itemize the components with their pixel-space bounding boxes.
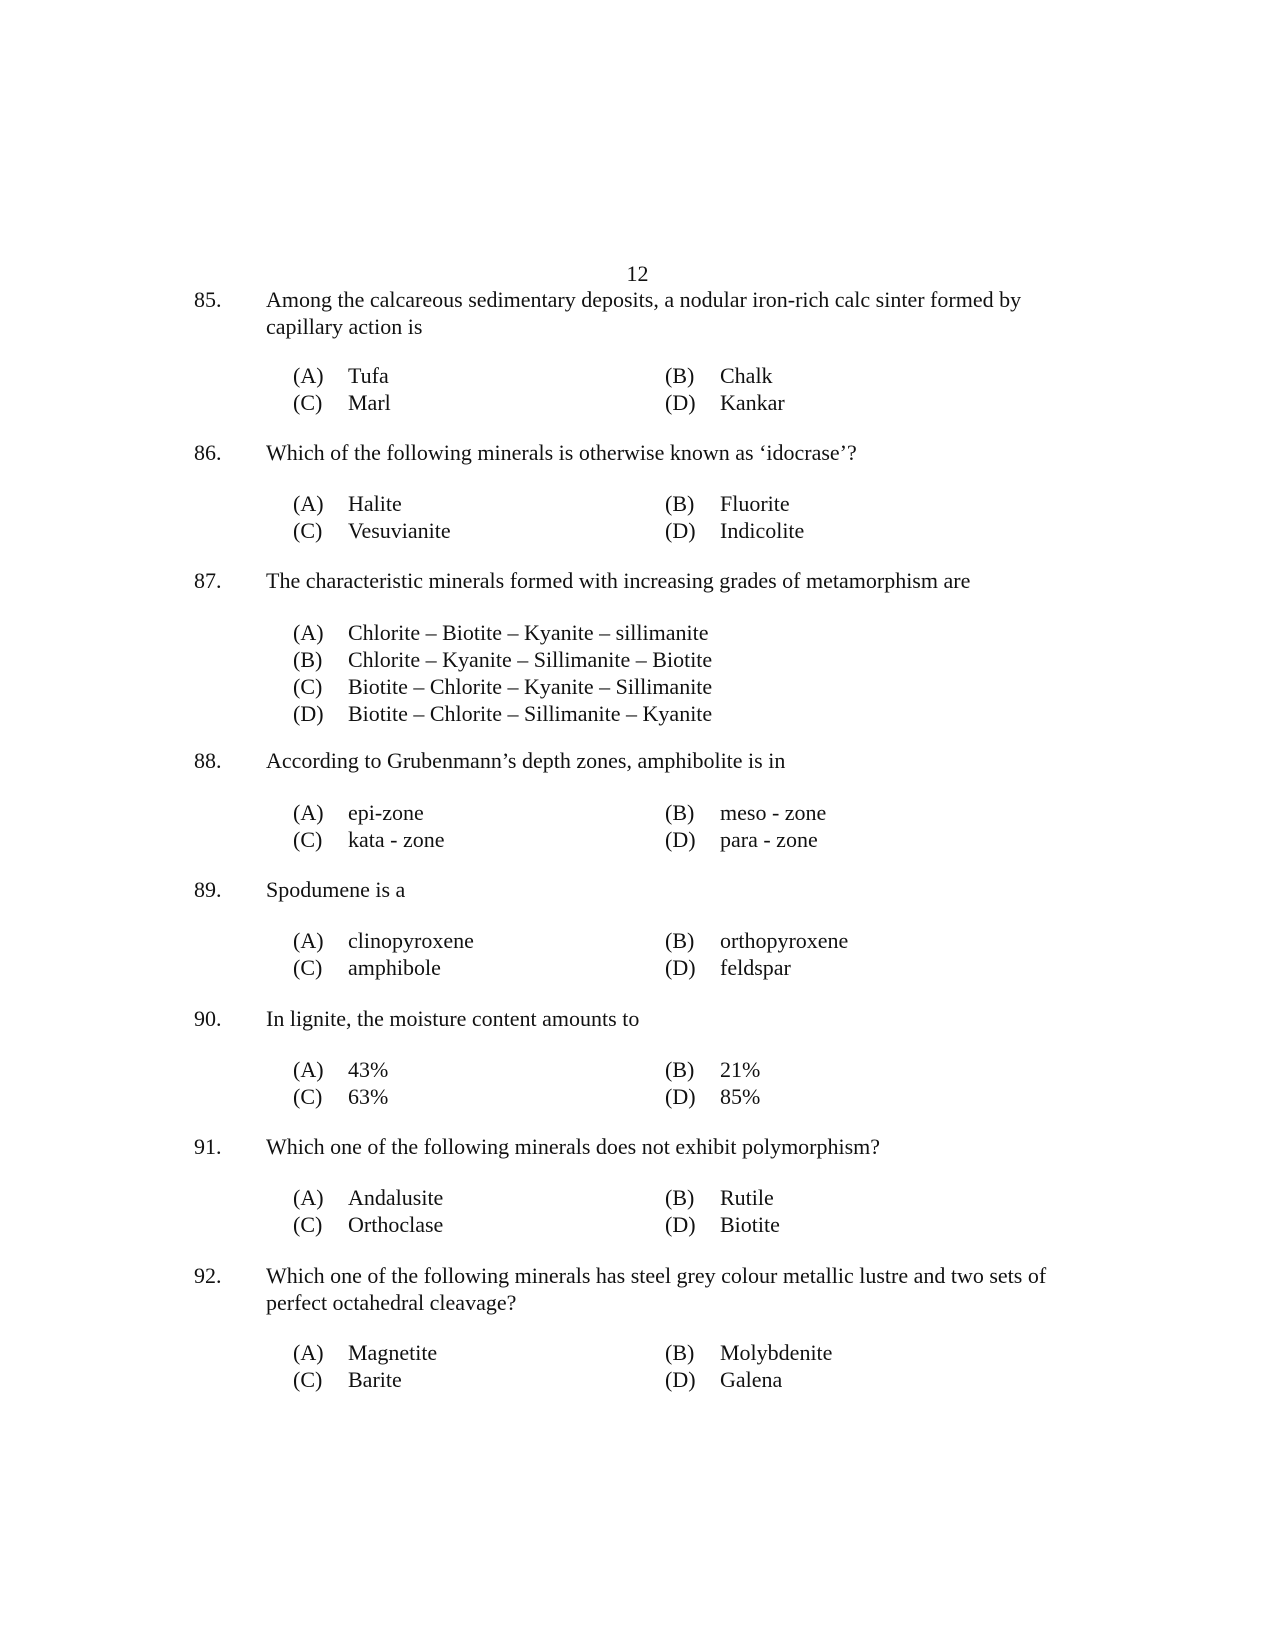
option-text: Rutile <box>720 1185 774 1210</box>
option-a <box>293 799 424 826</box>
option-b <box>665 927 848 954</box>
option-text: 43% <box>348 1057 389 1082</box>
option-c <box>293 517 451 544</box>
option-c <box>293 826 445 853</box>
option-label: (A) <box>293 620 324 645</box>
option-label: (D) <box>665 518 696 543</box>
option-label: (B) <box>665 1185 695 1210</box>
option-text: Barite <box>348 1367 402 1392</box>
question-text: Which one of the following minerals does not exhibit polymorphism? <box>266 1134 881 1159</box>
option-label: (B) <box>665 800 695 825</box>
option-c <box>293 1366 402 1393</box>
option-d <box>665 517 804 544</box>
option-row <box>293 954 1073 981</box>
option-label: (C) <box>293 1084 323 1109</box>
option-label: (C) <box>293 390 323 415</box>
question-text: Which one of the following minerals has steel grey colour metallic lustre and two sets of perfect octahedral cleavage? <box>266 1263 1047 1315</box>
option-label: (D) <box>665 1212 696 1237</box>
option-label: (B) <box>665 491 695 516</box>
option-c <box>293 1211 443 1238</box>
option-text: Molybdenite <box>720 1340 833 1365</box>
option-row <box>293 927 1073 954</box>
option-b <box>665 1184 774 1211</box>
option-row <box>293 1211 1073 1238</box>
option-text: Biotite – Chlorite – Sillimanite – Kyanite <box>348 701 713 726</box>
options-grid <box>293 362 1073 416</box>
option-label: (C) <box>293 955 323 980</box>
option-label: (B) <box>665 1057 695 1082</box>
option-row <box>293 646 1073 673</box>
option-a <box>293 1056 388 1083</box>
option-label: (D) <box>665 827 696 852</box>
option-text: Orthoclase <box>348 1212 444 1237</box>
option-row <box>293 389 1073 416</box>
option-text: 21% <box>720 1057 761 1082</box>
option-label: (C) <box>293 827 323 852</box>
options-grid <box>293 799 1073 853</box>
option-label: (B) <box>665 1340 695 1365</box>
question-text: According to Grubenmann’s depth zones, amphibolite is in <box>266 748 786 773</box>
option-d <box>293 700 712 727</box>
option-b <box>293 646 712 673</box>
question-number: 85. <box>194 287 222 312</box>
option-text: para - zone <box>720 827 818 852</box>
option-text: meso - zone <box>720 800 827 825</box>
option-label: (A) <box>293 1185 324 1210</box>
option-row <box>293 1339 1073 1366</box>
option-c <box>293 1083 388 1110</box>
option-text: Galena <box>720 1367 783 1392</box>
option-c <box>293 954 441 981</box>
option-b <box>665 799 826 826</box>
option-label: (C) <box>293 518 323 543</box>
page-number: 12 <box>626 261 649 286</box>
option-row <box>293 619 1073 646</box>
option-label: (C) <box>293 1367 323 1392</box>
option-text: Andalusite <box>348 1185 444 1210</box>
option-label: (A) <box>293 1340 324 1365</box>
option-row <box>293 1056 1073 1083</box>
option-label: (A) <box>293 1057 324 1082</box>
option-d <box>665 1083 760 1110</box>
option-text: Chlorite – Biotite – Kyanite – sillimanite <box>348 620 709 645</box>
option-text: Fluorite <box>720 491 790 516</box>
question-number: 87. <box>194 568 222 593</box>
option-row <box>293 673 1073 700</box>
option-text: Indicolite <box>720 518 805 543</box>
question-text: Which of the following minerals is otherwise known as ‘idocrase’? <box>266 440 857 465</box>
option-label: (A) <box>293 928 324 953</box>
option-row <box>293 1083 1073 1110</box>
question-number: 88. <box>194 748 222 773</box>
option-a <box>293 490 402 517</box>
option-text: feldspar <box>720 955 791 980</box>
option-b <box>665 1339 832 1366</box>
option-c <box>293 673 712 700</box>
option-row <box>293 799 1073 826</box>
option-text: orthopyroxene <box>720 928 849 953</box>
option-b <box>665 1056 760 1083</box>
question-text: The characteristic minerals formed with increasing grades of metamorphism are <box>266 568 971 593</box>
option-text: Chlorite – Kyanite – Sillimanite – Biotite <box>348 647 713 672</box>
option-row <box>293 700 1073 727</box>
option-row <box>293 826 1073 853</box>
question-number: 86. <box>194 440 222 465</box>
option-label: (D) <box>665 1367 696 1392</box>
option-row <box>293 490 1073 517</box>
option-a <box>293 927 474 954</box>
option-text: epi-zone <box>348 800 424 825</box>
option-a <box>293 1184 443 1211</box>
option-row <box>293 517 1073 544</box>
option-label: (A) <box>293 363 324 388</box>
question-number: 91. <box>194 1134 222 1159</box>
option-label: (D) <box>665 1084 696 1109</box>
option-row <box>293 1184 1073 1211</box>
question-text: In lignite, the moisture content amounts to <box>266 1006 640 1031</box>
option-text: 85% <box>720 1084 761 1109</box>
option-d <box>665 826 818 853</box>
option-row <box>293 1366 1073 1393</box>
option-label: (B) <box>665 363 695 388</box>
option-b <box>665 490 790 517</box>
option-row <box>293 362 1073 389</box>
option-label: (A) <box>293 800 324 825</box>
options-grid <box>293 927 1073 981</box>
option-label: (B) <box>293 647 323 672</box>
question-text: Spodumene is a <box>266 877 406 902</box>
option-text: Tufa <box>348 363 389 388</box>
option-d <box>665 1366 782 1393</box>
options-list <box>293 619 1073 727</box>
option-label: (D) <box>293 701 324 726</box>
option-a <box>293 1339 437 1366</box>
option-text: Halite <box>348 491 402 516</box>
option-text: Kankar <box>720 390 785 415</box>
option-label: (C) <box>293 674 323 699</box>
option-text: Chalk <box>720 363 773 388</box>
option-text: 63% <box>348 1084 389 1109</box>
option-label: (C) <box>293 1212 323 1237</box>
option-text: amphibole <box>348 955 441 980</box>
option-label: (A) <box>293 491 324 516</box>
question-number: 89. <box>194 877 222 902</box>
options-grid <box>293 1056 1073 1110</box>
question-number: 90. <box>194 1006 222 1031</box>
option-label: (D) <box>665 955 696 980</box>
option-text: Vesuvianite <box>348 518 451 543</box>
option-a <box>293 619 709 646</box>
option-a <box>293 362 389 389</box>
option-text: Biotite – Chlorite – Kyanite – Sillimanite <box>348 674 713 699</box>
question-text: Among the calcareous sedimentary deposits, a nodular iron-rich calc sinter formed by capillary action is <box>266 287 1022 339</box>
options-grid <box>293 1339 1073 1393</box>
option-b <box>665 362 773 389</box>
option-d <box>665 389 785 416</box>
options-grid <box>293 1184 1073 1238</box>
option-d <box>665 954 791 981</box>
option-text: clinopyroxene <box>348 928 474 953</box>
option-label: (B) <box>665 928 695 953</box>
option-text: kata - zone <box>348 827 445 852</box>
option-label: (D) <box>665 390 696 415</box>
option-text: Magnetite <box>348 1340 438 1365</box>
option-text: Marl <box>348 390 391 415</box>
option-text: Biotite <box>720 1212 780 1237</box>
question-number: 92. <box>194 1263 222 1288</box>
options-grid <box>293 490 1073 544</box>
option-d <box>665 1211 780 1238</box>
option-c <box>293 389 391 416</box>
